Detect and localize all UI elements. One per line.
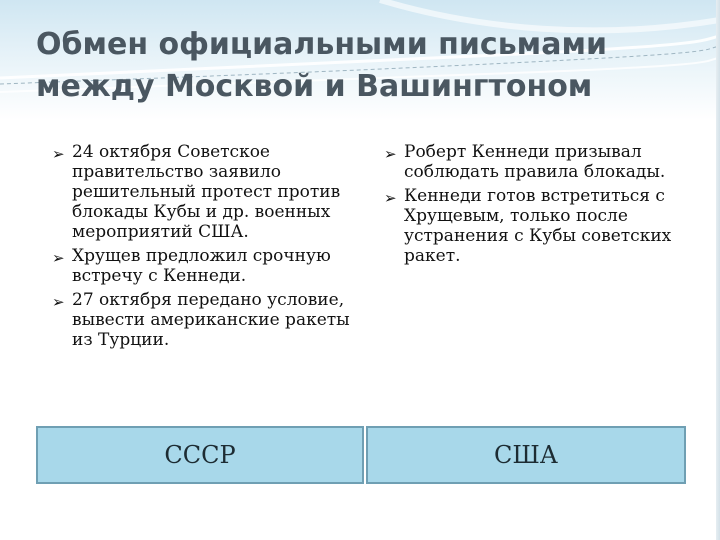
title-line-1: Обмен официальными письмами [36, 27, 607, 62]
title-line-2: между Москвой и Вашингтоном [36, 69, 593, 104]
ussr-label-box [36, 426, 364, 484]
left-bullet-list [52, 142, 364, 354]
left-bullet-3 [52, 290, 364, 350]
arrow-bullet-icon: ➢ [52, 145, 65, 163]
slide-title [36, 24, 696, 108]
right-bullet-1-text: Роберт Кеннеди призывал соблюдать правила блокады. [404, 142, 666, 182]
ussr-label: СССР [164, 441, 236, 469]
right-bullet-2-text: Кеннеди готов встретиться с Хрущевым, только после устранения с Кубы советских ракет. [404, 186, 672, 266]
right-bullet-2 [384, 186, 692, 266]
left-bullet-1-text: 24 октября Советское правительство заявило решительный протест против блокады Кубы и др. военных мероприятий США. [72, 142, 341, 242]
right-bullet-1 [384, 142, 692, 182]
arrow-bullet-icon: ➢ [384, 189, 397, 207]
usa-label: США [494, 441, 558, 469]
left-bullet-1 [52, 142, 364, 242]
left-bullet-2 [52, 246, 364, 286]
slide-right-edge [716, 0, 720, 540]
right-bullet-list [384, 142, 692, 270]
arrow-bullet-icon: ➢ [52, 293, 65, 311]
arrow-bullet-icon: ➢ [384, 145, 397, 163]
usa-label-box [366, 426, 686, 484]
left-bullet-3-text: 27 октября передано условие, вывести американские ракеты из Турции. [72, 290, 350, 350]
left-bullet-2-text: Хрущев предложил срочную встречу с Кеннеди. [72, 246, 331, 286]
arrow-bullet-icon: ➢ [52, 249, 65, 267]
